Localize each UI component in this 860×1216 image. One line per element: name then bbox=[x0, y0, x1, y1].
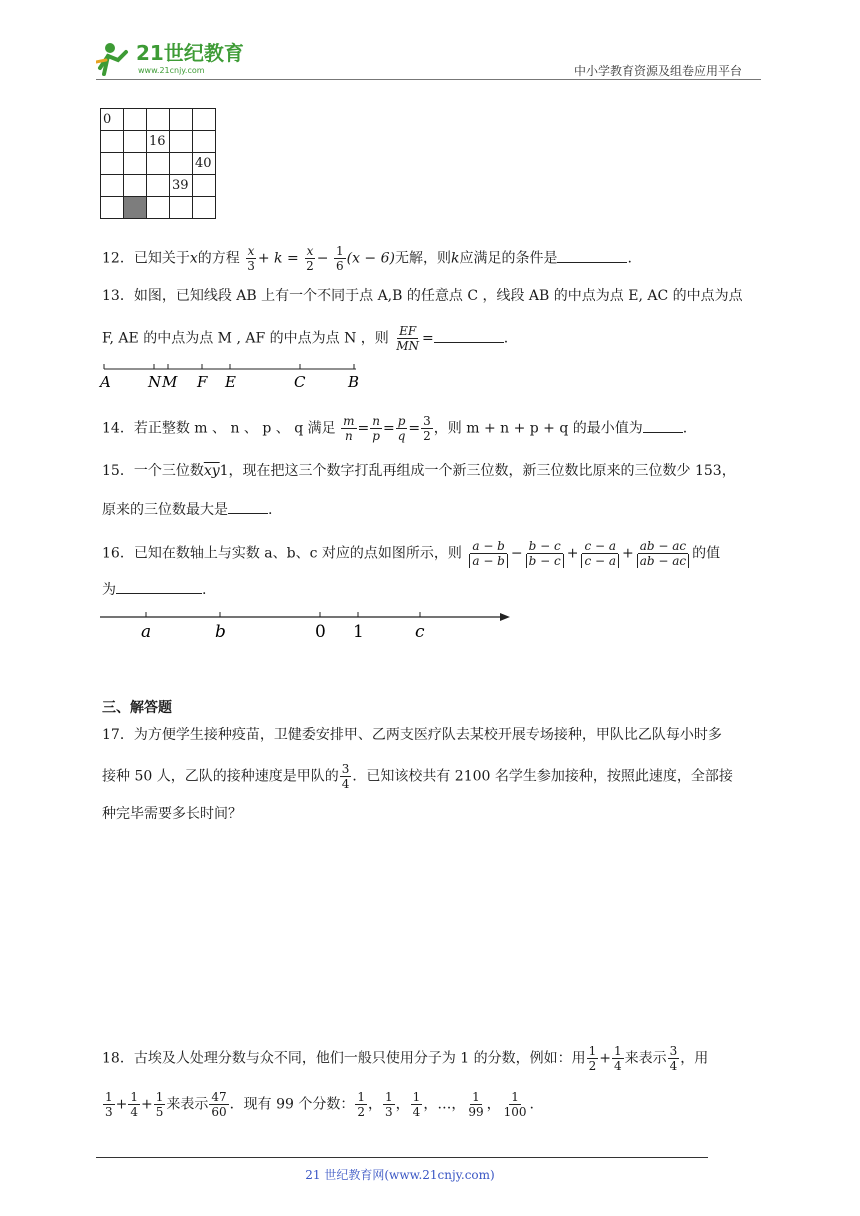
question-15-line2: 原来的三位数最大是 . bbox=[102, 499, 272, 521]
fraction: $\frac{1}{3}$ bbox=[385, 1090, 393, 1119]
question-14: 14．若正整数 m 、 n 、 p 、 q 满足 $\frac{m}{n}$ = $\frac{n}{p}$ = $\frac{p}{q}$ = $\frac{3}{2}$ ，则 m + n + p + q 的最小值为 . bbox=[102, 414, 688, 443]
grid-cell bbox=[193, 131, 216, 153]
q18-text: ．现有 99 个分数： bbox=[229, 1096, 355, 1113]
question-number: 16． bbox=[102, 545, 134, 562]
q12-expr: (x − 6) bbox=[346, 250, 395, 267]
grid-cell bbox=[170, 197, 193, 219]
runner-icon bbox=[96, 43, 126, 74]
number-line bbox=[96, 604, 516, 644]
question-16: 16．已知在数轴上与实数 a、b、c 对应的点如图所示，则 $\frac{a - b}{a - b}$ − $\frac{b - c}{b - c}$ + $\frac{c - a}{c - a}$ + $\frac{ab - ac}{ab - ac}$ 的值 bbox=[102, 539, 721, 568]
fraction: $\frac{1}{4}$ bbox=[412, 1090, 421, 1119]
section-heading: 三、解答题 bbox=[102, 700, 172, 716]
q18-text: 古埃及人处理分数与众不同，他们一般只使用分子为 1 的分数，例如：用 bbox=[133, 1050, 586, 1067]
q12-text: 应满足的条件是 bbox=[459, 250, 558, 267]
point-label: F bbox=[197, 373, 208, 391]
logo-url: www.21cnjy.com bbox=[138, 66, 205, 75]
q17-text: 为方便学生接种疫苗，卫健委安排甲、乙两支医疗队去某校开展专场接种，甲队比乙队每小时多 bbox=[133, 727, 722, 743]
fraction: $\frac{1}{6}$ bbox=[335, 244, 344, 273]
fraction: $\frac{x}{2}$ bbox=[306, 244, 314, 273]
axis-label: b bbox=[215, 622, 226, 642]
q18-text: ，用 bbox=[680, 1050, 709, 1067]
question-18: 18．古埃及人处理分数与众不同，他们一般只使用分子为 1 的分数，例如：用 $\frac{1}{2}$ + $\frac{1}{4}$ 来表示 $\frac{3}{4}$ ，用 bbox=[102, 1044, 709, 1073]
q18-text: 来表示 bbox=[166, 1096, 209, 1113]
grid-cell bbox=[193, 109, 216, 131]
fraction: $\frac{1}{2}$ bbox=[357, 1090, 366, 1119]
q16-text: 已知在数轴上与实数 a、b、c 对应的点如图所示，则 bbox=[133, 545, 462, 562]
question-number: 15． bbox=[102, 463, 134, 479]
question-18-line2: $\frac{1}{3}$ + $\frac{1}{4}$ + $\frac{1}{5}$ 来表示 $\frac{47}{60}$ ．现有 99 个分数： $\frac{1}{2}$ ， $\frac{1}{3}$ ， $\frac{1}{4}$ ，…， $\frac{1}{99}$ ， $\frac{1}{100}$ . bbox=[105, 1090, 534, 1119]
grid-cell bbox=[124, 175, 147, 197]
q17-text: 种完毕需要多长时间？ bbox=[102, 806, 242, 822]
question-13 bbox=[102, 285, 743, 307]
q12-op: − bbox=[316, 250, 329, 267]
axis-label: c bbox=[415, 622, 425, 642]
grid-row bbox=[101, 197, 216, 219]
question-15 bbox=[102, 460, 736, 482]
answer-blank bbox=[228, 499, 268, 514]
grid-cell bbox=[101, 131, 124, 153]
fraction: $\frac{1}{4}$ bbox=[130, 1090, 139, 1119]
logo-text: 21世纪教育 bbox=[136, 41, 244, 65]
point-label: E bbox=[225, 373, 236, 391]
fraction: $\frac{1}{2}$ bbox=[588, 1044, 597, 1073]
q12-expr: + k = bbox=[257, 250, 299, 267]
question-17-line2 bbox=[102, 762, 733, 791]
fraction: $\frac{EF}{MN}$ bbox=[396, 324, 420, 353]
arrow-icon bbox=[500, 613, 510, 621]
footer-divider bbox=[96, 1157, 708, 1158]
axis-label: 1 bbox=[353, 622, 364, 642]
fraction: $\frac{1}{5}$ bbox=[155, 1090, 164, 1119]
answer-blank bbox=[434, 328, 504, 343]
question-12: 12．已知关于x的方程 $\frac{x}{3}$ + k = $\frac{x}{2}$ − $\frac{1}{6}$ (x − 6)无解，则k应满足的条件是 . bbox=[102, 244, 632, 273]
fraction: $\frac{3}{4}$ bbox=[669, 1044, 678, 1073]
point-label: N bbox=[148, 373, 162, 391]
q12-text: 无解，则 bbox=[394, 250, 451, 267]
fraction: $\frac{1}{99}$ bbox=[468, 1090, 484, 1119]
question-number: 14． bbox=[102, 420, 134, 437]
grid-row bbox=[101, 131, 216, 153]
fraction: $\frac{1}{3}$ bbox=[105, 1090, 113, 1119]
q15-overline: $\overline{xy}$ bbox=[203, 463, 220, 479]
grid-cell bbox=[147, 153, 170, 175]
question-17-line3 bbox=[102, 803, 242, 825]
fraction: $\frac{b - c}{b - c}$ bbox=[524, 539, 566, 568]
q16-text: 的值 bbox=[692, 545, 721, 562]
fraction: $\frac{3}{4}$ bbox=[341, 762, 350, 791]
fraction: $\frac{1}{4}$ bbox=[614, 1044, 622, 1073]
grid-cell bbox=[193, 197, 216, 219]
grid-cell bbox=[147, 197, 170, 219]
fraction: $\frac{p}{q}$ bbox=[397, 414, 406, 443]
grid-cell bbox=[170, 153, 193, 175]
grid-row bbox=[101, 175, 216, 197]
grid-cell bbox=[170, 109, 193, 131]
grid-cell bbox=[101, 197, 124, 219]
grid-cell: 40 bbox=[193, 153, 216, 175]
grid-row bbox=[101, 109, 216, 131]
answer-blank bbox=[557, 248, 627, 263]
question-number: 12． bbox=[102, 250, 134, 267]
grid-cell-shaded bbox=[124, 197, 147, 219]
answer-blank bbox=[116, 579, 202, 594]
grid-cell bbox=[170, 131, 193, 153]
axis-label: a bbox=[141, 622, 152, 642]
q15-text: 原来的三位数最大是 bbox=[102, 502, 228, 518]
question-number: 18． bbox=[102, 1050, 134, 1067]
segment-diagram bbox=[96, 360, 376, 392]
q15-text: 一个三位数 bbox=[133, 463, 204, 479]
grid-cell bbox=[101, 175, 124, 197]
fraction: $\frac{47}{60}$ bbox=[211, 1090, 227, 1119]
q18-text: 来表示 bbox=[624, 1050, 667, 1067]
q17-text: ．已知该校共有 2100 名学生参加接种，按照此速度，全部接 bbox=[352, 768, 733, 785]
question-number: 17． bbox=[102, 727, 134, 743]
fraction: $\frac{3}{2}$ bbox=[423, 414, 431, 443]
answer-blank bbox=[643, 418, 683, 433]
point-label: C bbox=[294, 373, 306, 391]
q14-text: 若正整数 m 、 n 、 p 、 q 满足 bbox=[133, 420, 336, 437]
grid-cell bbox=[147, 175, 170, 197]
fraction: $\frac{1}{100}$ bbox=[503, 1090, 527, 1119]
header-divider bbox=[96, 79, 761, 80]
grid-cell bbox=[124, 131, 147, 153]
q12-var: x bbox=[189, 250, 198, 267]
axis-label: 0 bbox=[315, 622, 326, 642]
platform-name: 中小学教育资源及组卷应用平台 bbox=[574, 64, 743, 78]
fraction: $\frac{a - b}{a - b}$ bbox=[467, 539, 510, 568]
grid-cell bbox=[124, 153, 147, 175]
q17-text: 接种 50 人，乙队的接种速度是甲队的 bbox=[102, 768, 339, 785]
grid-cell: 0 bbox=[101, 109, 124, 131]
grid-cell bbox=[101, 153, 124, 175]
grid-cell: 39 bbox=[170, 175, 193, 197]
fraction: $\frac{m}{n}$ bbox=[343, 414, 355, 443]
q12-var: k bbox=[450, 250, 460, 267]
fraction: $\frac{ab - ac}{ab - ac}$ bbox=[635, 539, 691, 568]
q13-text: F, AE 的中点为点 M , AF 的中点为点 N ，则 bbox=[102, 330, 389, 347]
number-grid bbox=[100, 108, 216, 219]
fraction: $\frac{n}{p}$ bbox=[372, 414, 380, 443]
site-logo bbox=[96, 38, 256, 78]
point-label: A bbox=[100, 373, 111, 391]
grid-row bbox=[101, 153, 216, 175]
q13-text: 如图，已知线段 AB 上有一个不同于点 A,B 的任意点 C ，线段 AB 的中点为点 E, AC 的中点为点 bbox=[133, 288, 743, 304]
footer-link[interactable]: 21 世纪教育网(www.21cnjy.com) bbox=[305, 1168, 495, 1182]
q13-op: = bbox=[422, 330, 434, 347]
grid-cell bbox=[147, 109, 170, 131]
grid-cell bbox=[193, 175, 216, 197]
q12-text: 已知关于 bbox=[133, 250, 190, 267]
q16-text: 为 bbox=[102, 582, 116, 598]
point-label: B bbox=[348, 373, 360, 391]
question-number: 13． bbox=[102, 288, 134, 304]
fraction: $\frac{c - a}{c - a}$ bbox=[579, 539, 621, 568]
question-16-line2: 为 . bbox=[102, 579, 206, 601]
q15-text: 1，现在把这三个数字打乱再组成一个新三位数，新三位数比原来的三位数少 153， bbox=[219, 463, 736, 479]
point-label: M bbox=[162, 373, 178, 391]
question-17 bbox=[102, 724, 722, 746]
grid-cell: 16 bbox=[147, 131, 170, 153]
question-13-line2: F, AE 的中点为点 M , AF 的中点为点 N ，则 $\frac{EF}{MN}$ = . bbox=[102, 324, 509, 353]
q12-text: 的方程 bbox=[197, 250, 240, 267]
q14-text: ，则 m + n + p + q 的最小值为 bbox=[433, 420, 643, 437]
grid-cell bbox=[124, 109, 147, 131]
fraction: $\frac{x}{3}$ bbox=[247, 244, 255, 273]
